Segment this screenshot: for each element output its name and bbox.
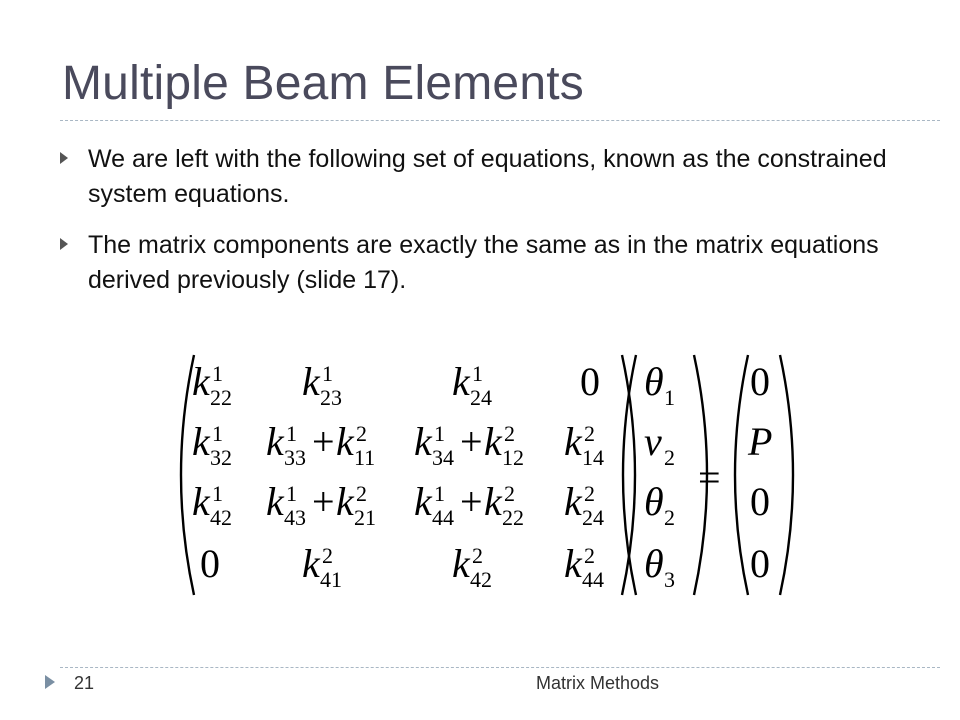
svg-text:1: 1 — [212, 421, 223, 446]
svg-text:24: 24 — [582, 505, 604, 530]
rhs-right-paren — [780, 355, 793, 595]
svg-text:1: 1 — [472, 361, 483, 386]
svg-text:1: 1 — [664, 385, 675, 410]
svg-text:k: k — [192, 419, 210, 464]
footer-divider — [60, 667, 940, 668]
svg-text:44: 44 — [582, 567, 604, 592]
svg-text:2: 2 — [322, 543, 333, 568]
svg-text:23: 23 — [320, 385, 342, 410]
bullet-text: We are left with the following set of equations, known as the constrained system equations. — [88, 145, 887, 208]
svg-text:14: 14 — [582, 445, 604, 470]
constrained-system-equation — [170, 345, 800, 605]
svg-text:v: v — [644, 419, 662, 464]
svg-text:11: 11 — [354, 445, 376, 470]
unknown-v-2 — [644, 419, 675, 470]
unknown-theta-2 — [644, 479, 675, 530]
svg-text:k: k — [266, 479, 284, 524]
rhs-value-3: 0 — [750, 479, 770, 524]
equals-sign: = — [698, 455, 721, 500]
matrix-cell-3-1 — [192, 479, 232, 530]
svg-text:k: k — [564, 479, 582, 524]
svg-text:k: k — [452, 541, 470, 586]
matrix-cell-1-3 — [452, 359, 492, 410]
svg-text:+: + — [312, 419, 335, 464]
svg-text:k: k — [336, 479, 354, 524]
unknown-theta-3 — [644, 541, 675, 592]
svg-text:1: 1 — [286, 421, 297, 446]
matrix-cell-4-3 — [452, 541, 492, 592]
svg-text:24: 24 — [470, 385, 492, 410]
svg-text:θ: θ — [644, 541, 664, 586]
svg-text:θ: θ — [644, 359, 664, 404]
svg-text:2: 2 — [584, 543, 595, 568]
svg-text:k: k — [484, 419, 502, 464]
svg-text:+: + — [460, 479, 483, 524]
svg-text:+: + — [312, 479, 335, 524]
svg-text:21: 21 — [354, 505, 376, 530]
svg-text:k: k — [564, 541, 582, 586]
matrix-cell-3-4 — [564, 479, 604, 530]
matrix-cell-2-2 — [266, 419, 375, 470]
svg-text:k: k — [302, 359, 320, 404]
matrix-cell-2-3 — [414, 419, 524, 470]
svg-text:k: k — [452, 359, 470, 404]
matrix-cell-4-1 — [200, 541, 220, 586]
svg-text:1: 1 — [212, 361, 223, 386]
svg-text:41: 41 — [320, 567, 342, 592]
svg-text:2: 2 — [472, 543, 483, 568]
svg-text:2: 2 — [664, 505, 675, 530]
svg-text:k: k — [192, 359, 210, 404]
svg-text:1: 1 — [286, 481, 297, 506]
svg-text:1: 1 — [434, 481, 445, 506]
title-divider — [60, 120, 940, 121]
matrix-cell-3-2 — [266, 479, 376, 530]
bullet-item — [60, 228, 910, 298]
unknown-theta-1 — [644, 359, 675, 410]
svg-text:43: 43 — [284, 505, 306, 530]
svg-text:k: k — [484, 479, 502, 524]
svg-text:1: 1 — [322, 361, 333, 386]
matrix-cell-1-1 — [192, 359, 232, 410]
rhs-value-1: 0 — [750, 359, 770, 404]
svg-text:32: 32 — [210, 445, 232, 470]
svg-text:34: 34 — [432, 445, 454, 470]
matrix-cell-3-3 — [414, 479, 524, 530]
svg-text:0: 0 — [580, 359, 600, 404]
svg-text:22: 22 — [502, 505, 524, 530]
svg-text:0: 0 — [200, 541, 220, 586]
svg-text:2: 2 — [504, 421, 515, 446]
footer-course-name: Matrix Methods — [536, 673, 660, 693]
svg-text:2: 2 — [584, 421, 595, 446]
svg-text:3: 3 — [664, 567, 675, 592]
svg-text:k: k — [192, 479, 210, 524]
slide-title: Multiple Beam Elements — [62, 57, 584, 110]
matrix-cell-1-4 — [580, 359, 600, 404]
svg-text:2: 2 — [584, 481, 595, 506]
svg-text:42: 42 — [210, 505, 232, 530]
svg-text:1: 1 — [434, 421, 445, 446]
rhs-value-4: 0 — [750, 541, 770, 586]
svg-text:2: 2 — [664, 445, 675, 470]
bullet-item — [60, 142, 910, 212]
triangle-bullet-icon — [60, 238, 68, 250]
svg-text:2: 2 — [356, 481, 367, 506]
svg-text:42: 42 — [470, 567, 492, 592]
svg-text:k: k — [564, 419, 582, 464]
footer-triangle-icon — [45, 675, 55, 689]
matrix-cell-2-4 — [564, 419, 604, 470]
svg-text:22: 22 — [210, 385, 232, 410]
triangle-bullet-icon — [60, 152, 68, 164]
svg-text:33: 33 — [284, 445, 306, 470]
matrix-cell-4-4 — [564, 541, 604, 592]
svg-text:2: 2 — [356, 421, 367, 446]
svg-text:k: k — [302, 541, 320, 586]
svg-text:k: k — [266, 419, 284, 464]
slide-number: 21 — [74, 673, 95, 693]
svg-text:1: 1 — [212, 481, 223, 506]
svg-text:2: 2 — [504, 481, 515, 506]
matrix-cell-2-1 — [192, 419, 232, 470]
rhs-left-paren — [735, 355, 748, 595]
svg-text:12: 12 — [502, 445, 524, 470]
svg-text:+: + — [460, 419, 483, 464]
rhs-value-2: P — [748, 419, 773, 464]
matrix-cell-4-2 — [302, 541, 342, 592]
matrix-cell-1-2 — [302, 359, 342, 410]
svg-text:k: k — [414, 419, 432, 464]
svg-text:θ: θ — [644, 479, 664, 524]
equation-graphic — [170, 345, 800, 605]
bullet-text: The matrix components are exactly the same as in the matrix equations derived previously (slide 17). — [88, 231, 879, 294]
svg-text:44: 44 — [432, 505, 454, 530]
svg-text:k: k — [414, 479, 432, 524]
svg-text:k: k — [336, 419, 354, 464]
